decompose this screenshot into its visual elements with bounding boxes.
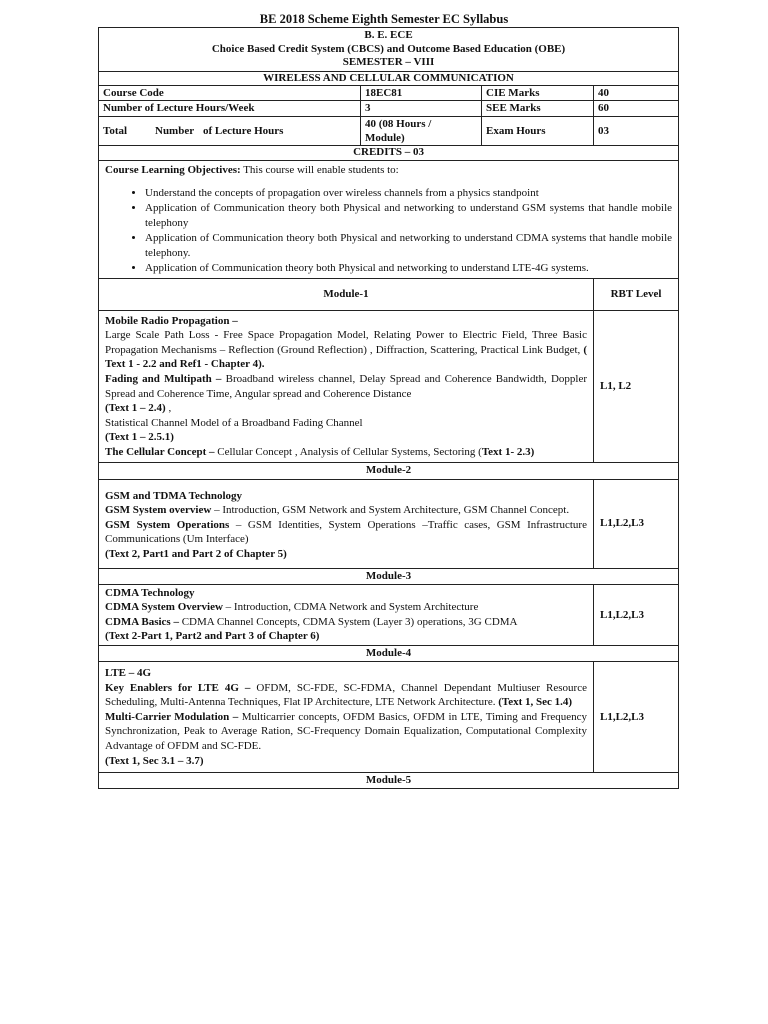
credits-row — [99, 146, 679, 161]
module3-text-basics: CDMA Channel Concepts, CDMA System (Layer 3) operations, 3G CDMA — [178, 615, 518, 628]
objectives-row — [99, 160, 679, 278]
syllabus-table-frame — [98, 27, 678, 789]
course-code-row — [99, 86, 679, 101]
module1-ref-propagation: ( Text 1 - 2.2 and Ref1 - Chapter 4). — [105, 343, 587, 371]
semester-name: SEMESTER – VIII — [342, 56, 435, 68]
see-marks-value: 60 — [594, 101, 679, 116]
module4-header-row — [99, 645, 679, 661]
module4-heading-lte: LTE – 4G — [105, 666, 152, 679]
rbt-level-header: RBT Level — [594, 278, 679, 310]
module3-heading-basics: CDMA Basics – — [105, 615, 179, 628]
module4-content — [99, 661, 594, 772]
total-hours-label — [99, 116, 361, 146]
module1-text-cellular: Cellular Concept , Analysis of Cellular Systems, Sectoring ( — [214, 446, 482, 459]
module1-header-row — [99, 278, 679, 310]
hours-week-value: 3 — [361, 101, 482, 116]
objectives-label: Course Learning Objectives: — [105, 163, 241, 176]
total-label-word-3: of Lecture Hours — [203, 124, 284, 137]
module2-text-operations: – GSM Identities, System Operations –Traffic cases, GSM Infrastructure Communications (Um Interface) — [105, 518, 587, 546]
see-marks-label: SEE Marks — [482, 101, 594, 116]
module3-header: Module-3 — [99, 568, 679, 584]
header-row — [99, 28, 679, 72]
total-label-word-1: Total — [103, 124, 128, 137]
module3-header-row — [99, 568, 679, 584]
module1-heading-propagation: Mobile Radio Propagation – — [105, 314, 238, 327]
module1-header: Module-1 — [99, 278, 594, 310]
module2-header-row — [99, 462, 679, 479]
module2-heading-operations: GSM System Operations — [105, 518, 230, 531]
credits: CREDITS – 03 — [99, 146, 679, 161]
module3-content — [99, 584, 594, 645]
objective-item: • Application of Communication theory both Physical and networking to understand CDMA systems that handle mobile telephony. — [145, 231, 672, 261]
module1-text-propagation: Large Scale Path Loss - Free Space Propagation Model, Relating Power to Electric Field, Three Basic Propagation Mechanisms – Reflection (Ground Reflection) , Diffraction, Scattering, Practical Link Budget, — [105, 329, 587, 356]
module3-ref: (Text 2-Part 1, Part2 and Part 3 of Chapter 6) — [105, 630, 320, 643]
module4-rbt-level: L1,L2,L3 — [594, 661, 679, 772]
hours-week-label: Number of Lecture Hours/Week — [99, 101, 361, 116]
module2-ref: (Text 2, Part1 and Part 2 of Chapter 5) — [105, 548, 287, 560]
hours-week-row — [99, 101, 679, 116]
module1-content — [99, 310, 594, 462]
total-hours-value-line2: Module) — [365, 131, 405, 144]
total-label-word-2: Number — [155, 124, 195, 137]
module2-row — [99, 479, 679, 568]
module4-text-enablers: OFDM, SC-FDE, SC-FDMA, Channel Dependant Multiuser Resource Scheduling, Multi-Antenna Techniques, Flat IP Architecture, LTE Network Architecture. — [105, 681, 587, 709]
module4-ref-enablers: (Text 1, Sec 1.4) — [498, 696, 573, 709]
module1-text-fading: Broadband wireless channel, Delay Spread and Coherence Bandwidth, Doppler Spread and Coherence Time, Angular spread and Coherence Distance — [105, 373, 588, 400]
module4-heading-enablers: Key Enablers for LTE 4G – — [105, 681, 251, 694]
cie-marks-label: CIE Marks — [482, 86, 594, 101]
syllabus-table — [98, 27, 679, 789]
module1-heading-fading: Fading and Multipath – — [105, 373, 222, 386]
module3-text-overview: – Introduction, CDMA Network and System Architecture — [222, 601, 479, 614]
total-hours-value — [361, 116, 482, 146]
cie-marks-value: 40 — [594, 86, 679, 101]
module2-content — [99, 479, 594, 568]
module5-header-row — [99, 773, 679, 789]
scheme-name: Choice Based Credit System (CBCS) and Outcome Based Education (OBE) — [211, 42, 566, 55]
module1-rbt-level: L1, L2 — [594, 310, 679, 462]
module2-heading-gsm-tdma: GSM and TDMA Technology — [105, 489, 243, 502]
module4-text-multicarrier: Multicarrier concepts, OFDM Basics, OFDM in LTE, Timing and Frequency Synchronization, Peak to Average Ration, SC-Frequency Domain Equalization, Computational Complexity Advantage of OFDM and SC-FDE. — [105, 710, 588, 752]
program-name: B. E. ECE — [364, 29, 413, 41]
objective-item: • Application of Communication theory both Physical and networking to understand GSM systems that handle mobile telephony — [145, 201, 672, 231]
exam-hours-label: Exam Hours — [482, 116, 594, 146]
module3-rbt-level: L1,L2,L3 — [594, 584, 679, 645]
course-name: WIRELESS AND CELLULAR COMMUNICATION — [99, 71, 679, 86]
course-code-label: Course Code — [99, 86, 361, 101]
module1-ref-fading: (Text 1 – 2.4) — [105, 402, 166, 415]
module4-header: Module-4 — [99, 645, 679, 661]
module2-header: Module-2 — [99, 462, 679, 479]
document-title: BE 2018 Scheme Eighth Semester EC Syllabus — [259, 12, 509, 26]
module4-ref-multicarrier: (Text 1, Sec 3.1 – 3.7) — [105, 754, 204, 767]
module2-text-overview: – Introduction, GSM Network and System Architecture, GSM Channel Concept. — [211, 504, 570, 517]
exam-hours-value: 03 — [594, 116, 679, 146]
objective-item: • Application of Communication theory both Physical and networking to understand LTE-4G systems. — [145, 261, 672, 276]
course-objectives — [99, 160, 679, 278]
module1-heading-cellular: The Cellular Concept – — [105, 446, 215, 459]
objectives-intro: This course will enable students to: — [240, 163, 399, 176]
module5-header: Module-5 — [99, 773, 679, 789]
objectives-list — [105, 186, 672, 276]
module2-rbt-level: L1,L2,L3 — [594, 479, 679, 568]
module3-row — [99, 584, 679, 645]
module1-ref-fading-suffix: , — [165, 402, 172, 415]
module4-row — [99, 661, 679, 772]
course-code-value: 18EC81 — [361, 86, 482, 101]
module3-heading-overview: CDMA System Overview — [105, 601, 223, 614]
module4-heading-multicarrier: Multi-Carrier Modulation – — [105, 710, 239, 723]
course-name-row — [99, 71, 679, 86]
objective-item: • Understand the concepts of propagation over wireless channels from a physics standpoint — [145, 186, 672, 201]
module3-heading-cdma: CDMA Technology — [105, 586, 195, 599]
module1-ref-statistical: (Text 1 – 2.5.1) — [105, 431, 174, 444]
module1-row — [99, 310, 679, 462]
total-hours-row — [99, 116, 679, 146]
total-hours-value-line1: 40 (08 Hours / — [365, 117, 432, 130]
module1-text-statistical: Statistical Channel Model of a Broadband Fading Channel — [105, 416, 363, 429]
module1-ref-cellular: Text 1- 2.3) — [481, 446, 535, 459]
module2-heading-overview: GSM System overview — [105, 504, 212, 517]
